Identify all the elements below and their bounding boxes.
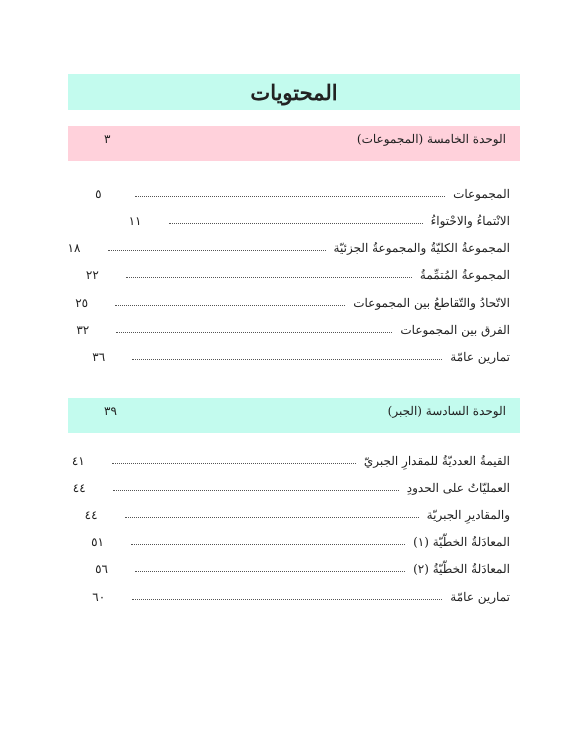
toc-entry: [76, 319, 510, 337]
title-band: [68, 74, 520, 110]
unit-page-number: ٣: [104, 132, 111, 146]
unit-title: الوحدة السادسة (الجبر): [387, 404, 506, 418]
toc-page-number: ٣٦: [92, 350, 106, 364]
toc-entry-label: القيمةُ العدديّةُ للمقدارِ الجبريّ: [363, 454, 510, 468]
toc-entry-label: الفرق بين المجموعات: [400, 323, 510, 337]
toc-page-number: ١٨: [67, 241, 81, 255]
toc-page-number: ١١: [128, 214, 142, 228]
unit-header-6: [68, 398, 520, 433]
toc-entry-label: المجموعات: [453, 187, 510, 201]
unit-header-5: [68, 126, 520, 161]
page-title: المحتويات: [250, 79, 338, 105]
dot-leader: [132, 599, 442, 600]
dot-leader: [126, 277, 412, 278]
toc-page-number: ٥: [95, 187, 102, 201]
toc-entry: [73, 477, 510, 495]
toc-entry: [91, 531, 510, 549]
toc-page-number: ٥٦: [95, 562, 108, 576]
toc-page-number: ٥١: [91, 535, 104, 549]
dot-leader: [108, 250, 326, 251]
toc-entry-label: المجموعةُ الكليّةُ والمجموعةُ الجزئيّة: [333, 241, 510, 255]
dot-leader: [132, 359, 442, 360]
dot-leader: [115, 305, 345, 306]
toc-entry-label: المعادَلةُ الخطّيّة (١): [413, 535, 510, 549]
unit-title: الوحدة الخامسة (المجموعات): [356, 132, 506, 146]
toc-entry: [92, 346, 510, 364]
toc-entry: [86, 264, 510, 282]
toc-page-number: ٢٢: [85, 268, 99, 282]
toc-entry-label: المعادَلةُ الخطّيّةُ (٢): [413, 562, 510, 576]
dot-leader: [169, 223, 423, 224]
toc-entry-label: المجموعةُ المُتمِّمةُ: [419, 268, 510, 282]
toc-page-number: ٣٢: [76, 323, 90, 337]
toc-page-number: ٢٥: [75, 296, 89, 310]
toc-entry: [95, 558, 510, 576]
dot-leader: [135, 196, 445, 197]
dot-leader: [113, 490, 399, 491]
toc-entry: [95, 183, 510, 201]
unit-page-number: ٣٩: [104, 404, 117, 418]
toc-entry-label: الاتّحادُ والتّقاطعُ بين المجموعات: [353, 296, 510, 310]
dot-leader: [116, 332, 392, 333]
toc-entry: [92, 586, 510, 604]
toc-entry-label: تمارين عامّة: [450, 350, 510, 364]
dot-leader: [135, 571, 405, 572]
dot-leader: [125, 517, 419, 518]
dot-leader: [131, 544, 405, 545]
toc-page-number: ٤٤: [72, 481, 86, 495]
toc-entry: [75, 292, 510, 310]
toc-page-number: ٤١: [71, 454, 85, 468]
toc-entry: [68, 237, 510, 255]
toc-entry-label: الانْتماءُ والاحْتواءُ: [430, 214, 510, 228]
toc-entry: [72, 450, 510, 468]
toc-entry: [85, 504, 510, 522]
dot-leader: [112, 463, 356, 464]
toc-entry-label: العمليّاتُ على الحدودِ: [406, 481, 510, 495]
toc-entry: [129, 210, 510, 228]
toc-page-number: ٦٠: [92, 590, 106, 604]
toc-page-number: ٤٤: [84, 508, 98, 522]
toc-entry-label: والمقاديرِ الجبريّة: [426, 508, 510, 522]
toc-entry-label: تمارين عامّة: [450, 590, 510, 604]
